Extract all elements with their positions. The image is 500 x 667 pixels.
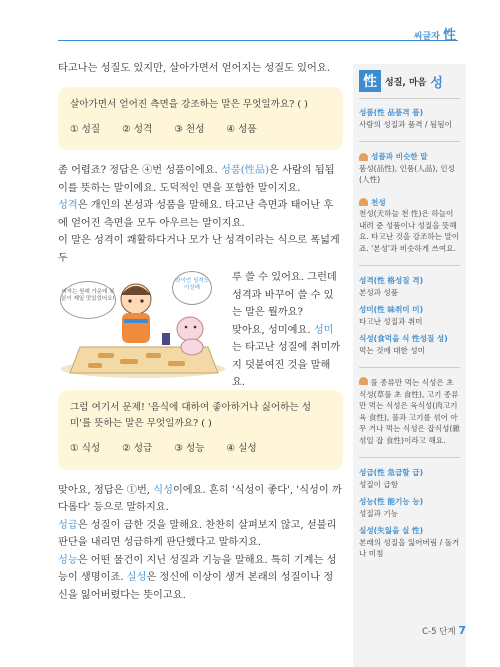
header-tag-big: 性 [442, 28, 456, 43]
entry-note [359, 377, 460, 446]
entry-sikseong [359, 333, 460, 356]
entry-word: 식성(食먹을 식 性성질 성) [359, 334, 448, 343]
entry-desc: 천성(天하늘 천 性)은 하늘이 내려 준 성품이나 성질을 뜻해요. 타고난 것을 강조하는 말이죠. '본성'과 비슷하게 쓰여요. [359, 209, 460, 253]
q1-option-3-label: 천성 [185, 123, 205, 135]
header-tag [414, 24, 456, 43]
divider [359, 265, 460, 266]
q1-option-2-label: 성격 [133, 123, 153, 135]
paragraph-1: 타고나는 성질도 있지만, 살아가면서 얻어지는 성질도 있어요. [58, 63, 330, 74]
question-box-2 [58, 390, 343, 470]
side-paragraph [228, 269, 343, 388]
sidebar-hanja-box: 性 [359, 70, 381, 92]
q2-option-2-label: 성급 [133, 443, 153, 454]
entry-desc: 성질과 기능 [359, 508, 399, 518]
p7-text-a: 맞아요, 정답은 ①번, [58, 484, 154, 496]
p9-text-b: 은 어떤 물건이 지닌 성질과 기능을 말해요. 특히 기계는 성능이 생명이죠. [58, 554, 337, 583]
entry-heading-text: 성품과 비슷한 말 [371, 152, 428, 161]
p2-text-a: 좀 어렵죠? 정답은 ④번 성품이에요. [58, 165, 222, 176]
question-1-options [70, 121, 331, 139]
term-silseong: 실성 [126, 572, 147, 583]
entry-desc: 타고난 성질과 취미 [359, 316, 423, 326]
question-1-text: 살아가면서 얻어진 측면을 강조하는 말은 무엇일까요? ( ) [70, 98, 308, 110]
paragraph-2 [58, 162, 343, 197]
entry-seonggeup [359, 467, 460, 490]
term-seongpum: 성품(性品) [221, 165, 270, 176]
entry-seongmi [359, 304, 460, 327]
q2-option-1-label: 식성 [81, 443, 101, 454]
bell-icon [359, 153, 368, 161]
q1-option-3-num: ③ [174, 123, 183, 135]
entry-desc: 먹는 것에 대한 성미 [359, 345, 425, 355]
entry-word: 성격(性 格성질 격) [359, 276, 424, 285]
entry-heading-text: 천성 [371, 197, 386, 207]
paragraph-8 [58, 517, 343, 552]
q1-option-4-label: 성품 [238, 123, 257, 135]
term-sikseong: 식성 [153, 484, 173, 496]
entry-seongpum [359, 107, 460, 130]
entry-desc: 본래의 성질을 잃어버림 / 돌거나 미침 [359, 537, 460, 558]
q1-option-2-num: ② [122, 123, 131, 135]
entry-desc: 품성(品性), 인품(人品), 인성(人性) [359, 163, 455, 184]
paragraph-7 [58, 482, 343, 517]
q2-option-3-label: 성능 [185, 443, 205, 454]
q2-option-3-num: ③ [174, 443, 183, 454]
q1-option-4-num: ④ [226, 123, 236, 135]
entry-desc: 사람의 성질과 품격 / 됨됨이 [359, 119, 452, 129]
paragraph-9 [58, 552, 343, 605]
q1-option-3[interactable] [174, 121, 204, 139]
speech-bubble-boy: 피자는 원래 가운데 부분이 제일 맛있었어요! [60, 281, 116, 319]
q2-option-3[interactable] [174, 440, 204, 458]
entry-similar [359, 151, 460, 186]
vocabulary-sidebar [353, 64, 466, 667]
entry-silseong [359, 525, 460, 560]
entry-word: 성미(性 味취미 미) [359, 305, 424, 314]
q2-option-4-label: 실성 [238, 443, 257, 454]
q1-option-1[interactable] [70, 121, 100, 139]
entry-heading [359, 197, 460, 209]
q2-option-2-num: ② [122, 443, 131, 454]
entry-heading [359, 151, 460, 163]
q2-option-4[interactable] [226, 440, 256, 458]
p8-text-b: 은 성질이 급한 것을 말해요. 찬찬히 살펴보지 않고, 섣불리 판단을 내리면 성급하게 판단했다고 말하지요. [58, 519, 337, 548]
p6-text-c: 는 타고난 성질에 취미까지 덧붙여진 것을 말해요. [232, 342, 341, 388]
bell-icon [359, 377, 368, 385]
sidebar-header [359, 64, 460, 99]
speech-bubble-cat: 라이언 성격도 이상해 [172, 271, 212, 305]
p9-text-d: 은 정신에 이상이 생겨 본래의 성질이나 정신을 잃어버렸다는 뜻이고요. [58, 572, 334, 601]
divider [359, 457, 460, 458]
entry-note-text: 풀 종류만 먹는 식성은 초식성(草풀 초 食性), 고기 종류만 먹는 식성은 육식성(肉고기 육 食性), 풀과 고기를 섞어 아무 거나 먹는 식성은 잡식성(雜섞일 잡 食性)이라고 해요. [359, 378, 460, 445]
paragraph-6 [232, 322, 343, 392]
entry-word: 성능(性 能기능 능) [359, 497, 424, 506]
entry-seonggyeok [359, 275, 460, 298]
bell-icon [359, 198, 368, 206]
term-seongmi: 성미 [313, 324, 334, 336]
question-2-text: 그럼 여기서 문제! '음식에 대하여 좋아하거나 싫어하는 성미'를 뜻하는 말은 무엇일까요? ( ) [70, 402, 311, 429]
q1-option-1-num: ① [70, 123, 79, 135]
level-label: C-5 단계 [422, 627, 456, 637]
entry-seongneung [359, 496, 460, 519]
entry-food-habits-note [359, 377, 460, 446]
p6-text-a: 맞아요, 성미예요. [232, 324, 314, 336]
entry-word: 성급(性 急급할 급) [359, 468, 424, 477]
q1-option-1-label: 성질 [81, 123, 101, 135]
term-seongneung: 성능 [58, 554, 78, 566]
page-footer [422, 624, 466, 637]
paragraph-5: 루 쓸 수 있어요. 그런데 성격과 바꾸어 쓸 수 있는 말은 뭘까요? [232, 272, 337, 318]
q2-option-2[interactable] [122, 440, 152, 458]
illustration-row [58, 269, 343, 388]
entry-word: 실성(失잃을 실 性) [359, 526, 424, 535]
page-number: 7 [458, 624, 466, 637]
header-tag-small: 씨글자 [413, 32, 440, 42]
p7-text-c: 이에요. 흔히 '식성이 좋다', '식성이 까다롭다' 등으로 말하지요. [58, 484, 342, 513]
entry-word: 성품(性 品품격 품) [359, 108, 424, 117]
q1-option-4[interactable] [226, 121, 256, 139]
question-2-options [70, 440, 331, 458]
entry-cheonseong [359, 197, 460, 255]
term-seonggyeok: 성격 [58, 200, 78, 211]
term-seonggeup: 성급 [58, 519, 78, 531]
entry-desc: 본성과 성품 [359, 287, 399, 297]
illustration [58, 269, 228, 381]
paragraph-3 [58, 197, 343, 232]
sidebar-meaning: 성질, 마음 [385, 77, 427, 88]
q2-option-1-num: ① [70, 443, 79, 454]
main-text [58, 60, 343, 604]
q2-option-4-num: ④ [226, 443, 236, 454]
p2-text-c: 은 사람의 됨됨이를 뜻하는 말이에요. 도덕적인 면을 포함한 말이지요. [58, 165, 335, 194]
entry-desc: 성질이 급함 [359, 479, 399, 489]
p3-text-b: 은 개인의 본성과 성품을 말해요. 타고난 측면과 태어난 후에 얻어진 측면을 모두 아우르는 말이지요. [58, 200, 334, 229]
divider [359, 367, 460, 368]
q1-option-2[interactable] [122, 121, 152, 139]
sidebar-sound: 성 [430, 75, 443, 91]
header-rule [58, 40, 458, 41]
divider [359, 141, 460, 142]
q2-option-1[interactable] [70, 440, 100, 458]
question-box-1 [58, 87, 343, 151]
paragraph-4: 이 말은 성격이 쾌활하다거나 모가 난 성격이라는 식으로 폭넓게 두 [58, 235, 340, 264]
